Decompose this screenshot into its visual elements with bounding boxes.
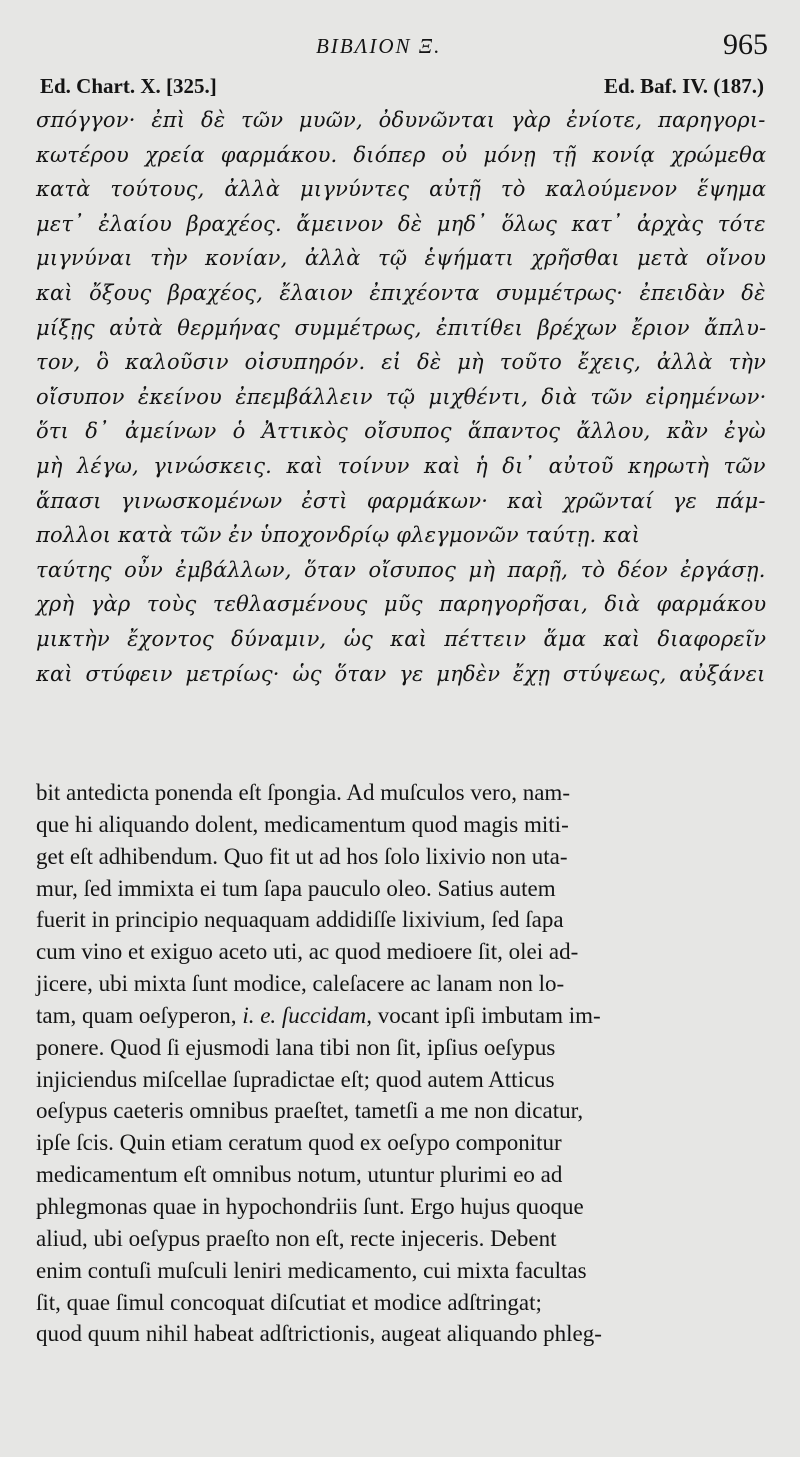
greek-line: χρὴ γὰρ τοὺς τεθλασμένους μῦς παρηγορῆσαι, διὰ φαρμάκου [36, 592, 767, 617]
latin-line-text: ponere. Quod ſi ejusmodi lana tibi non ſit, ipſius oeſypus [36, 1034, 556, 1060]
latin-line [36, 1095, 766, 1127]
greek-line: ταύτης οὖν ἐμβάλλων, ὅταν οἴσυπος μὴ παρῇ, τὸ δέον ἐργάσῃ. [36, 557, 766, 582]
greek-line: κωτέρου χρεία φαρμάκου. διόπερ οὐ μόνῃ τῇ κονίᾳ χρώμεθα [36, 142, 767, 167]
greek-line: οἴσυπον ἐκείνου ἐπεμβάλλειν τῷ μιχθέντι, διὰ τῶν εἰρημένων· [36, 384, 767, 409]
latin-line-text: ſit, quae ſimul concoquat diſcutiat et modice adſtringat; [36, 1289, 542, 1315]
latin-line-text: cum vino et exiguo aceto uti, ac quod medioere ſit, olei ad- [36, 939, 579, 965]
latin-line-text: ipſe ſcis. Quin etiam ceratum quod ex oeſypo componitur [36, 1130, 562, 1156]
latin-line-text: aliud, ubi oeſypus praeſto non eſt, recte injeceris. Debent [36, 1225, 557, 1251]
latin-line-text: que hi aliquando dolent, medicamentum quod magis miti- [36, 811, 569, 837]
latin-line [36, 1159, 766, 1191]
greek-line: καὶ ὄξους βραχέος, ἔλαιον ἐπιχέοντα συμμέτρως· ἐπειδὰν δὲ [36, 280, 766, 305]
greek-line: μὴ λέγω, γινώσκεις. καὶ τοίνυν καὶ ἡ δι᾽ αὐτοῦ κηρωτὴ τῶν [36, 453, 766, 478]
latin-line-text: fuerit in principio nequaquam addidiſſe lixivium, ſed ſapa [36, 907, 564, 933]
latin-line [36, 1032, 766, 1064]
latin-line-text: oeſypus caeteris omnibus praeſtet, tametſi a me non dicatur, [36, 1098, 584, 1124]
latin-line [36, 1318, 766, 1350]
greek-line: πολλοι κατὰ τῶν ἐν ὑποχονδρίῳ φλεγμονῶν ταύτῃ. καὶ [36, 523, 641, 548]
latin-line [36, 1255, 766, 1287]
latin-line-text: jicere, ubi mixta ſunt modice, caleſacere ac lanam non lo- [36, 971, 565, 997]
greek-line: μίξῃς αὐτὰ θερμήνας συμμέτρως, ἐπιτίθει βρέχων ἔριον ἄπλυ- [36, 315, 767, 340]
greek-line: μιγνύναι τὴν κονίαν, ἀλλὰ τῷ ἑψήματι χρῆσθαι μετὰ οἴνου [36, 246, 767, 271]
greek-line: κατὰ τούτους, ἀλλὰ μιγνύντες αὐτῇ τὸ καλούμενον ἕψημα [36, 177, 767, 202]
latin-line [36, 1064, 766, 1096]
latin-line-text: injiciendus miſcellae ſupradictae eſt; quod autem Atticus [36, 1066, 555, 1092]
latin-line [36, 1223, 766, 1255]
latin-line [36, 777, 766, 809]
latin-line [36, 1000, 766, 1032]
latin-line [36, 1191, 766, 1223]
running-title: ΒΙΒΛΙΟΝ Ξ. [316, 34, 442, 58]
latin-line-text: phlegmonas quae in hypochondriis ſunt. Ergo hujus quoque [36, 1193, 584, 1219]
latin-line [36, 873, 766, 905]
greek-line: μετ᾽ ἐλαίου βραχέος. ἄμεινον δὲ μηδ᾽ ὅλως κατ᾽ ἀρχὰς τότε [36, 211, 766, 236]
latin-line-text: medicamentum eſt omnibus notum, utuntur plurimi eo ad [36, 1162, 563, 1188]
latin-line-text: bit antedicta ponenda eſt ſpongia. Ad muſculos vero, nam- [36, 780, 570, 805]
latin-line-text: mur, ſed immixta ei tum ſapa pauculo oleo. Satius autem [36, 875, 556, 901]
latin-italic-gloss: i. e. ſuccidam, [236, 1002, 372, 1028]
greek-line: καὶ στύφειν μετρίως· ὡς ὅταν γε μηδὲν ἔχῃ στύψεως, αὐξάνει [36, 661, 766, 686]
edition-reference-left: Ed. Chart. X. [325.] [40, 74, 217, 98]
latin-line [36, 809, 766, 841]
greek-line: ἅπασι γινωσκομένων ἐστὶ φαρμάκων· καὶ χρῶνταί γε πάμ- [36, 488, 766, 513]
running-head [0, 28, 800, 68]
greek-line: ὅτι δ᾽ ἀμείνων ὁ Ἀττικὸς οἴσυπος ἅπαντος ἄλλου, κἂν ἐγὼ [36, 419, 766, 444]
latin-line [36, 936, 766, 968]
latin-line [36, 841, 766, 873]
page-number: 965 [723, 28, 768, 61]
greek-line: σπόγγον· ἐπὶ δὲ τῶν μυῶν, ὀδυνῶνται γὰρ ἐνίοτε, παρηγορι- [36, 108, 766, 132]
edition-references [0, 74, 800, 104]
latin-line-text: get eſt adhibendum. Quo fit ut ad hos ſolo lixivio non uta- [36, 843, 568, 869]
latin-line-text: tam, quam oeſyperon, [36, 1002, 237, 1028]
latin-text-block [36, 777, 766, 1350]
latin-line [36, 1127, 766, 1159]
latin-line-text: quod quum nihil habeat adſtrictionis, augeat aliquando phleg- [36, 1321, 602, 1347]
latin-line [36, 1287, 766, 1319]
greek-line: μικτὴν ἔχοντος δύναμιν, ὡς καὶ πέττειν ἅμα καὶ διαφορεῖν [36, 626, 767, 651]
greek-line: τον, ὃ καλοῦσιν οἰσυπηρόν. εἰ δὲ μὴ τοῦτο ἔχεις, ἀλλὰ τὴν [36, 350, 767, 375]
latin-line-text-tail: vocant ipſi imbutam im- [371, 1002, 601, 1028]
edition-reference-right: Ed. Baf. IV. (187.) [603, 74, 764, 98]
greek-text-block [36, 103, 766, 691]
latin-line [36, 904, 766, 936]
latin-line [36, 968, 766, 1000]
latin-line-text: enim contuſi muſculi leniri medicamento, cui mixta facultas [36, 1257, 587, 1283]
